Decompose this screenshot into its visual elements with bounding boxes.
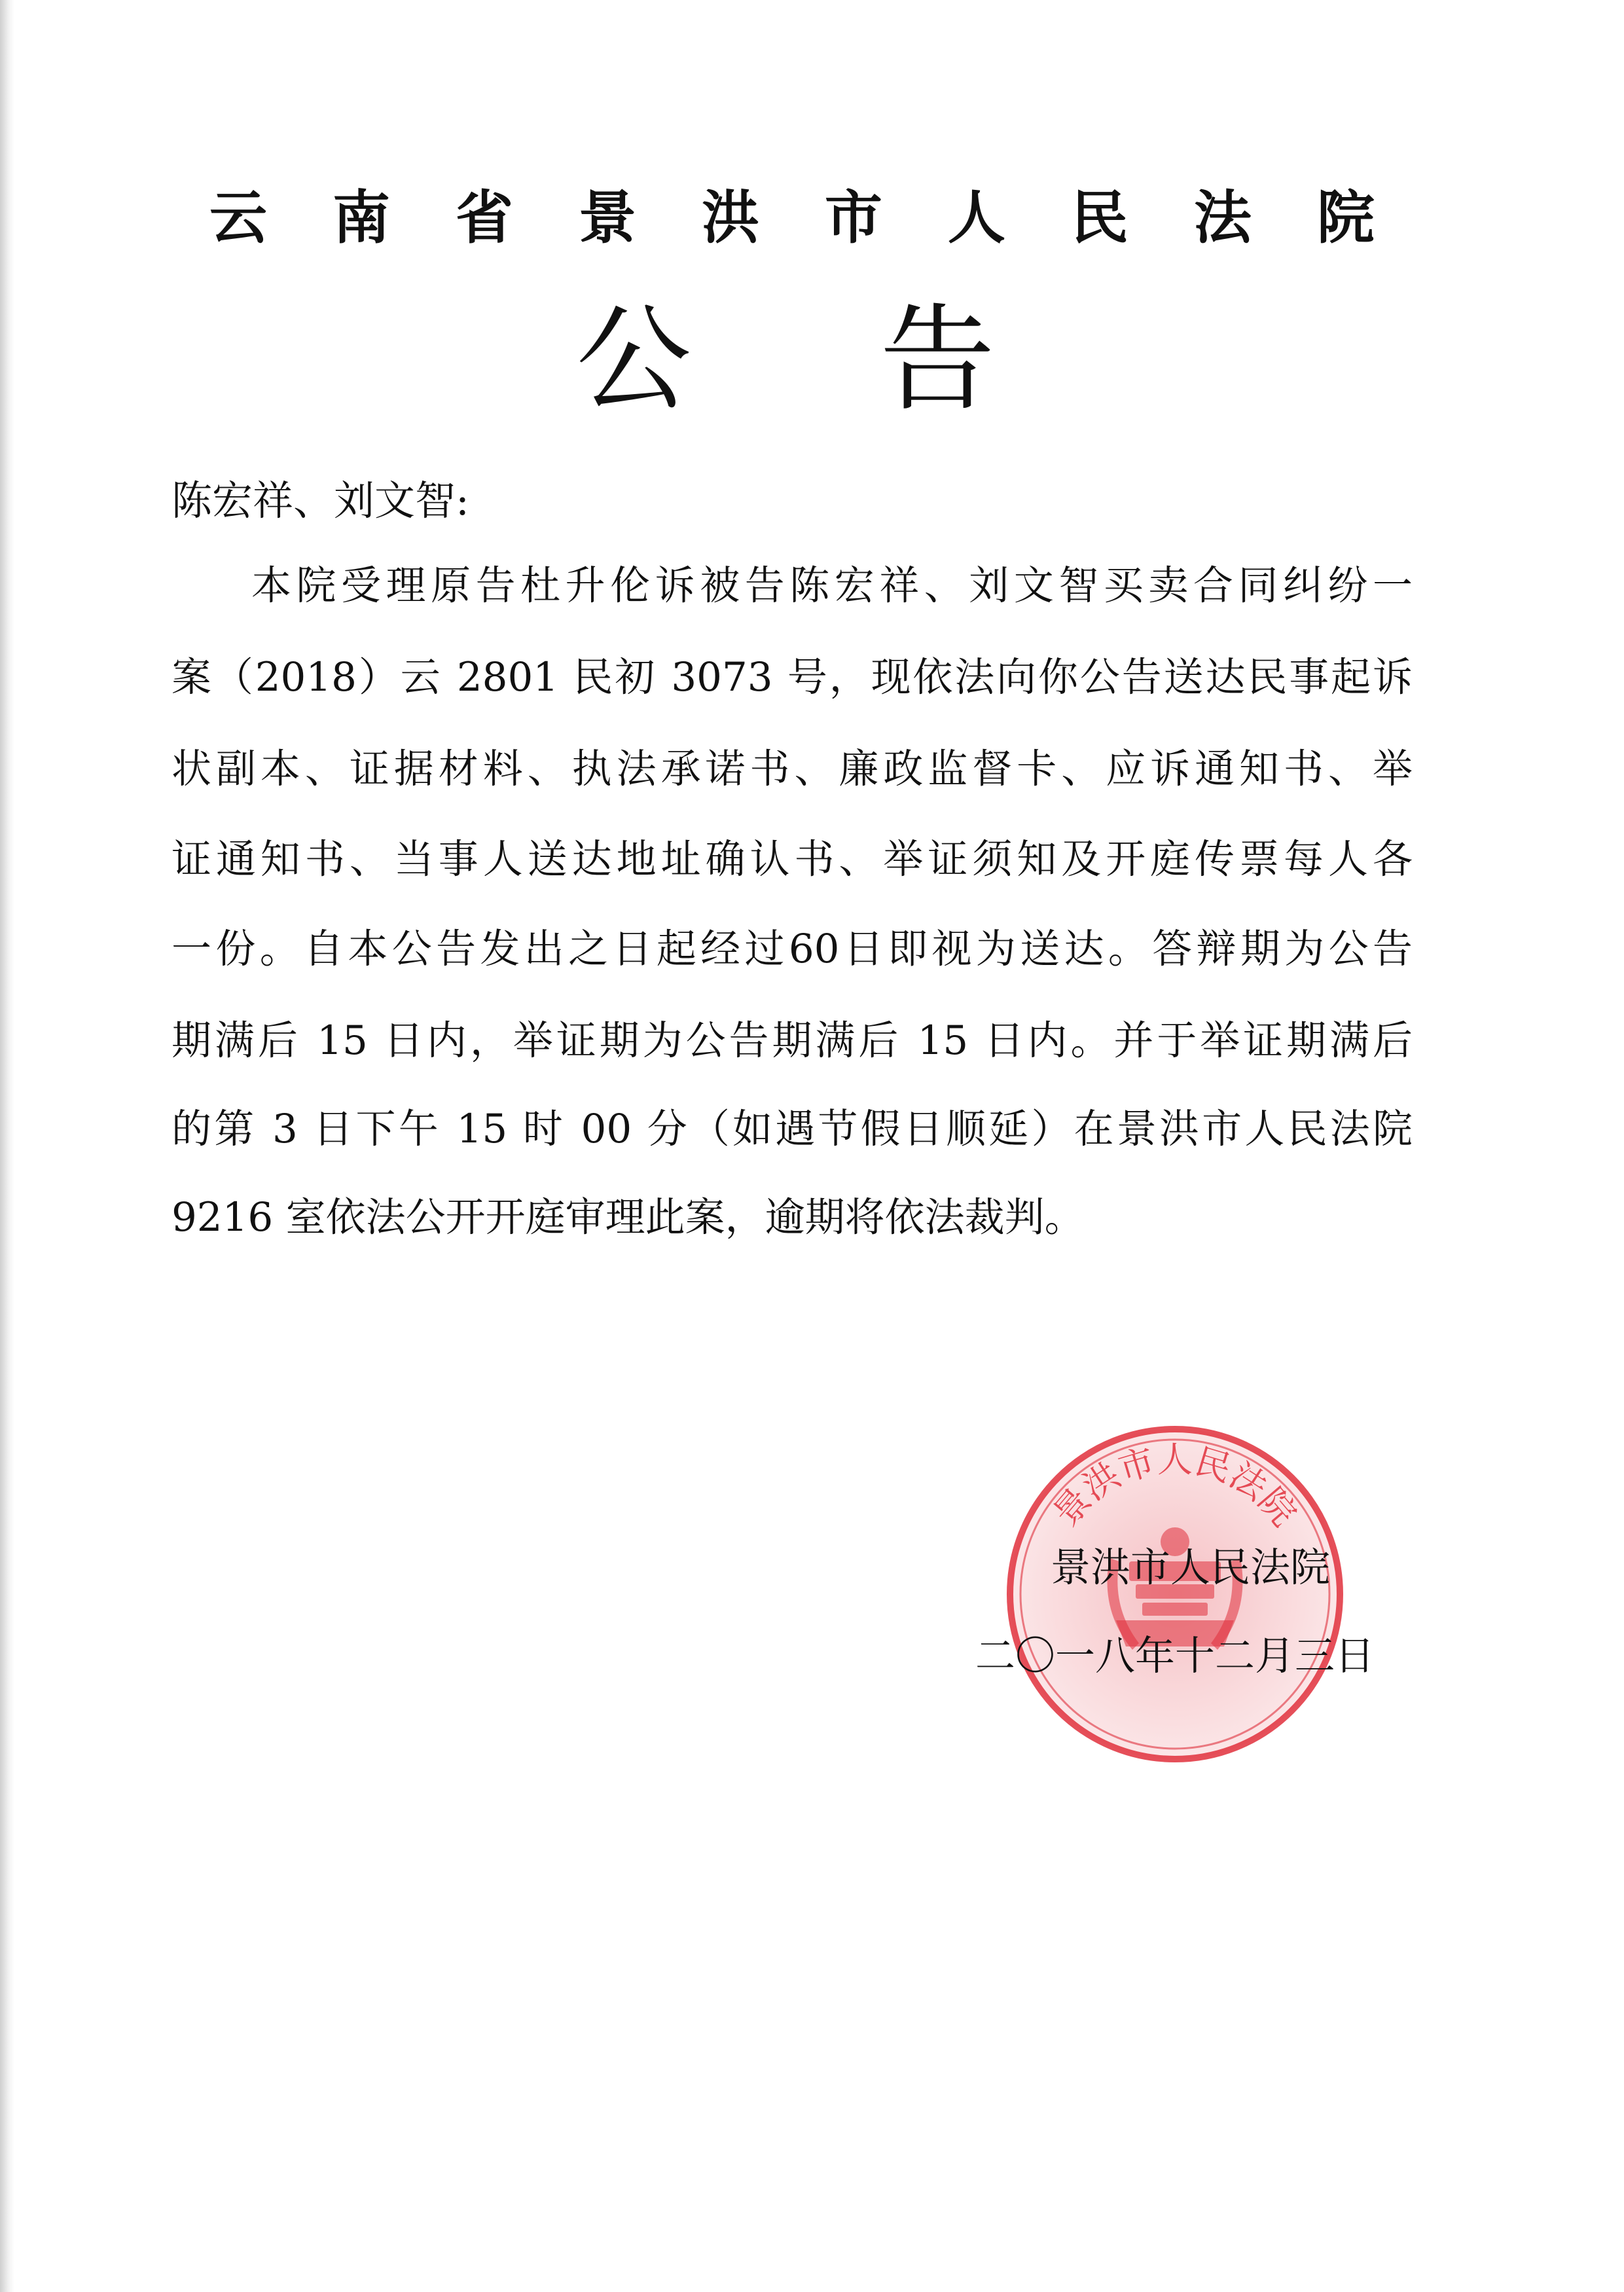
court-title-char: 人 — [947, 183, 1005, 251]
body-line: 案（2018）云 2801 民初 3073 号，现依法向你公告送达民事起诉 — [171, 654, 1413, 700]
body-line: 状副本、证据材料、执法承诺书、廉政监督卡、应诉通知书、举 — [171, 746, 1413, 792]
body-line: 一份。自本公告发出之日起经过60日即视为送达。答辩期为公告 — [171, 926, 1413, 972]
court-title-char: 景 — [578, 183, 636, 251]
court-title-char: 省 — [455, 183, 513, 251]
notice-title-char: 告 — [879, 293, 995, 427]
court-title-char: 民 — [1070, 183, 1128, 251]
body-line: 本院受理原告杜升伦诉被告陈宏祥、刘文智买卖合同纠纷一 — [251, 562, 1413, 609]
body-line: 9216 室依法公开开庭审理此案，逾期将依法裁判。 — [171, 1194, 1085, 1241]
body-line: 的第 3 日下午 15 时 00 分（如遇节假日顺延）在景洪市人民法院 — [171, 1106, 1413, 1152]
seal-arc-text: 景洪市人民法院 — [1045, 1439, 1305, 1534]
court-title-char: 洪 — [701, 183, 759, 251]
page-left-edge-shadow — [0, 0, 14, 2292]
signature-date: 二〇一八年十二月三日 — [975, 1633, 1375, 1679]
court-title-char: 云 — [209, 183, 268, 251]
signature-court: 景洪市人民法院 — [1051, 1544, 1331, 1591]
court-title — [209, 172, 1375, 263]
court-title-char: 市 — [824, 183, 882, 251]
court-title-char: 院 — [1316, 183, 1375, 251]
court-title-char: 南 — [332, 183, 390, 251]
court-title-char: 法 — [1193, 183, 1252, 251]
addressee: 陈宏祥、刘文智: — [171, 477, 469, 524]
notice-title-char: 公 — [576, 293, 692, 427]
body-line: 证通知书、当事人送达地址确认书、举证须知及开庭传票每人各 — [171, 836, 1413, 882]
body-line: 期满后 15 日内，举证期为公告期满后 15 日内。并于举证期满后 — [171, 1017, 1413, 1064]
notice-title — [576, 295, 995, 426]
